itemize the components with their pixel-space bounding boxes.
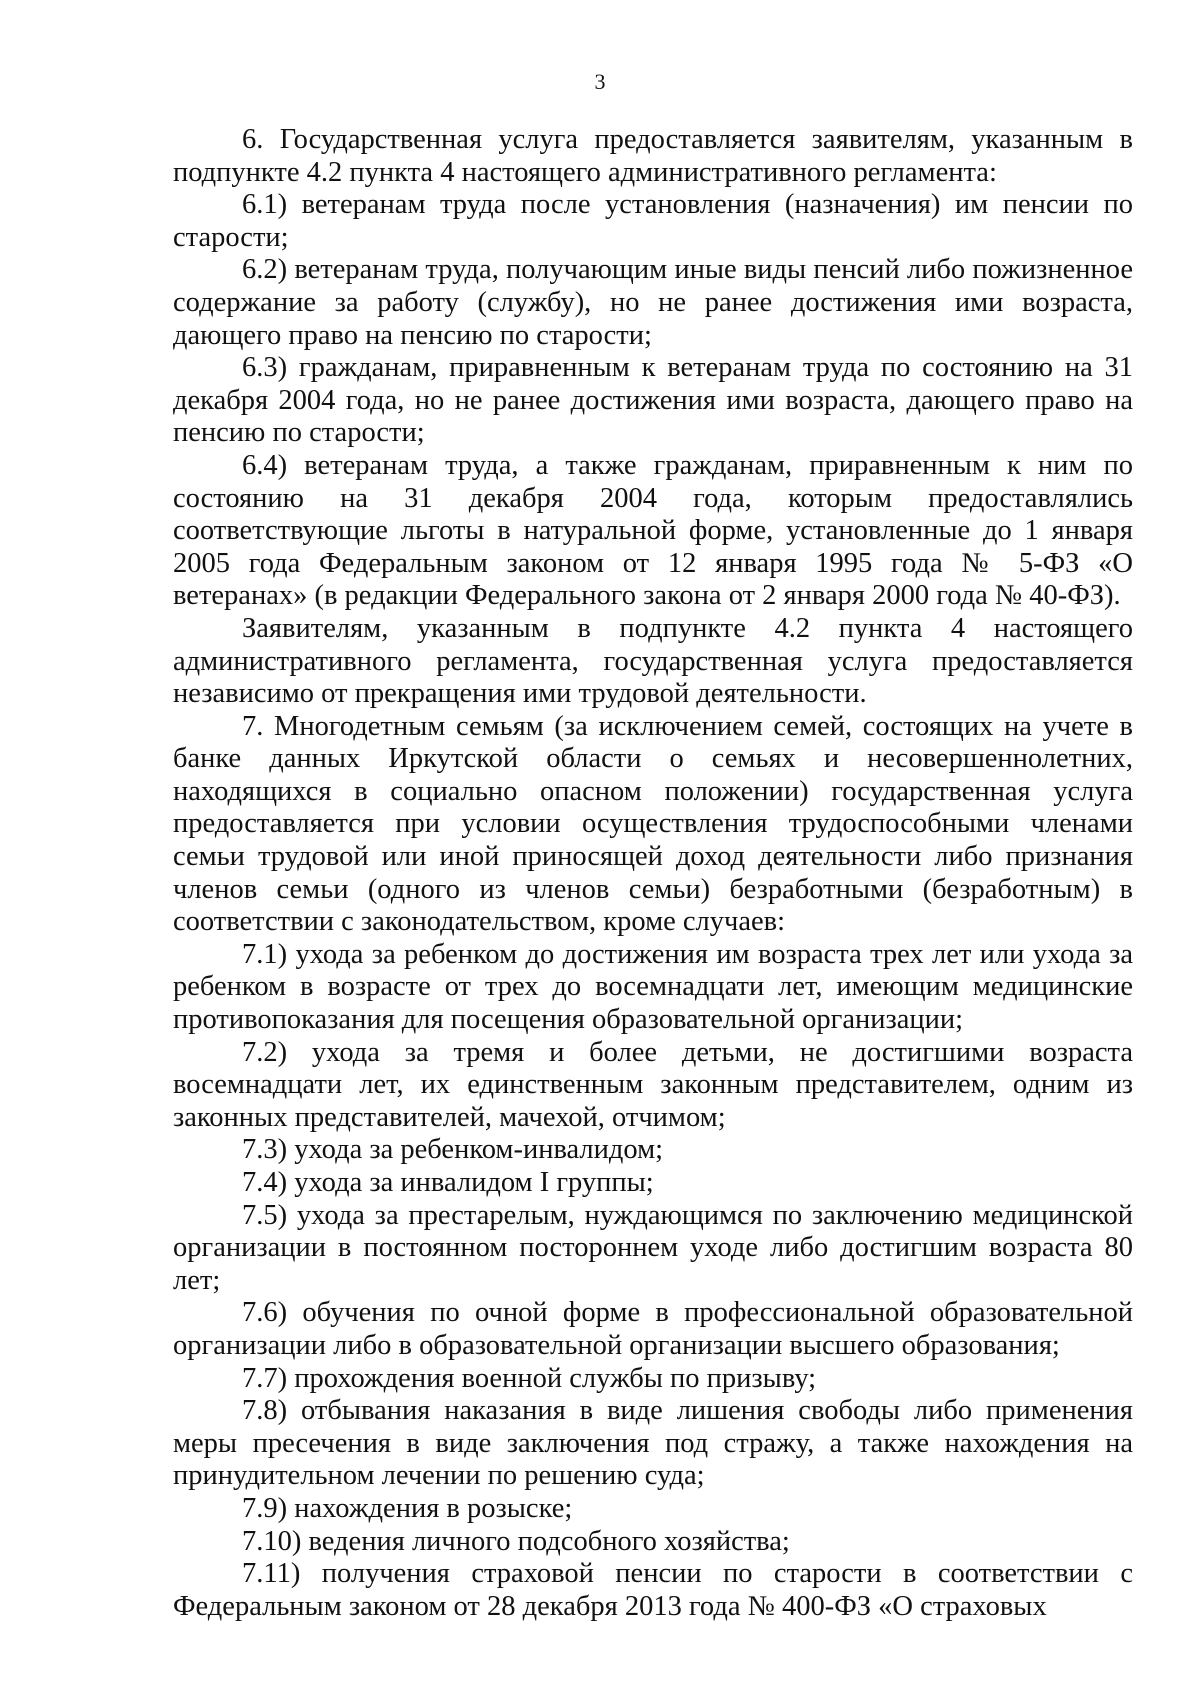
paragraph-6-2: 6.2) ветеранам труда, получающим иные виды пенсий либо пожизненное содержание за работу (службу), но не ранее достижения ими возраста, дающего право на пенсию по старости; bbox=[173, 254, 1133, 351]
paragraph-7-7: 7.7) прохождения военной службы по призыву; bbox=[242, 1362, 817, 1394]
paragraph-7-6: 7.6) обучения по очной форме в профессиональной образовательной организации либо в образовательной организации высшего образования; bbox=[173, 1297, 1133, 1361]
paragraph-7-11: 7.11) получения страховой пенсии по старости в соответствии с Федеральным законом от 28 декабря 2013 года № 400-ФЗ «О страховых bbox=[173, 1558, 1133, 1622]
paragraph-7-8: 7.8) отбывания наказания в виде лишения свободы либо применения меры пресечения в виде заключения под стражу, а также нахождения на принудительном лечении по решению суда; bbox=[173, 1395, 1133, 1492]
paragraph-applicants: Заявителям, указанным в подпункте 4.2 пункта 4 настоящего административного регламента, государственная услуга предоставляется независимо от прекращения ими трудовой деятельности. bbox=[173, 612, 1133, 710]
paragraph-7: 7. Многодетным семьям (за исключением семей, состоящих на учете в банке данных Иркутской области о семьях и несовершеннолетних, находящихся в социально опасном положении) государственная услуга предоставляется при условии осуществления трудоспособными членами семьи трудовой или иной приносящей доход деятельности либо признания членов семьи (одного из членов семьи) безработными (безработным) в соответствии с законодательством, кроме случаев: bbox=[173, 710, 1133, 938]
paragraph-6: 6. Государственная услуга предоставляется заявителям, указанным в подпункте 4.2 пункта 4 настоящего административного регламента: bbox=[173, 124, 1133, 188]
paragraph-6-1: 6.1) ветеранам труда после установления (назначения) им пенсии по старости; bbox=[173, 189, 1133, 253]
paragraph-7-4: 7.4) ухода за инвалидом I группы; bbox=[242, 1167, 654, 1198]
paragraph-6-4: 6.4) ветеранам труда, а также гражданам, приравненным к ним по состоянию на 31 декабря 2004 года, которым предоставлялись соответствующие льготы в натуральной форме, установленные до 1 января 2005 года Федеральным законом от 12 января 1995 года № 5-ФЗ «О ветеранах» (в редакции Федерального закона от 2 января 2000 года № 40-ФЗ). bbox=[173, 449, 1133, 612]
paragraph-7-9: 7.9) нахождения в розыске; bbox=[242, 1492, 573, 1524]
paragraph-7-10: 7.10) ведения личного подсобного хозяйства; bbox=[242, 1525, 790, 1557]
paragraph-7-1: 7.1) ухода за ребенком до достижения им возраста трех лет или ухода за ребенком в возрасте от трех до восемнадцати лет, имеющим медицинские противопоказания для посещения образовательной организации; bbox=[173, 938, 1133, 1036]
paragraph-7-2: 7.2) ухода за тремя и более детьми, не достигшими возраста восемнадцати лет, их единственным законным представителем, одним из законных представителей, мачехой, отчимом; bbox=[173, 1036, 1133, 1133]
paragraph-6-3: 6.3) гражданам, приравненным к ветеранам труда по состоянию на 31 декабря 2004 года, но не ранее достижения ими возраста, дающего право на пенсию по старости; bbox=[173, 352, 1133, 449]
document-body bbox=[173, 124, 1133, 1623]
page-number: 3 bbox=[594, 69, 606, 94]
paragraph-7-3: 7.3) ухода за ребенком-инвалидом; bbox=[242, 1134, 664, 1166]
paragraph-7-5: 7.5) ухода за престарелым, нуждающимся по заключению медицинской организации в постоянном постороннем уходе либо достигшим возраста 80 лет; bbox=[173, 1199, 1133, 1296]
